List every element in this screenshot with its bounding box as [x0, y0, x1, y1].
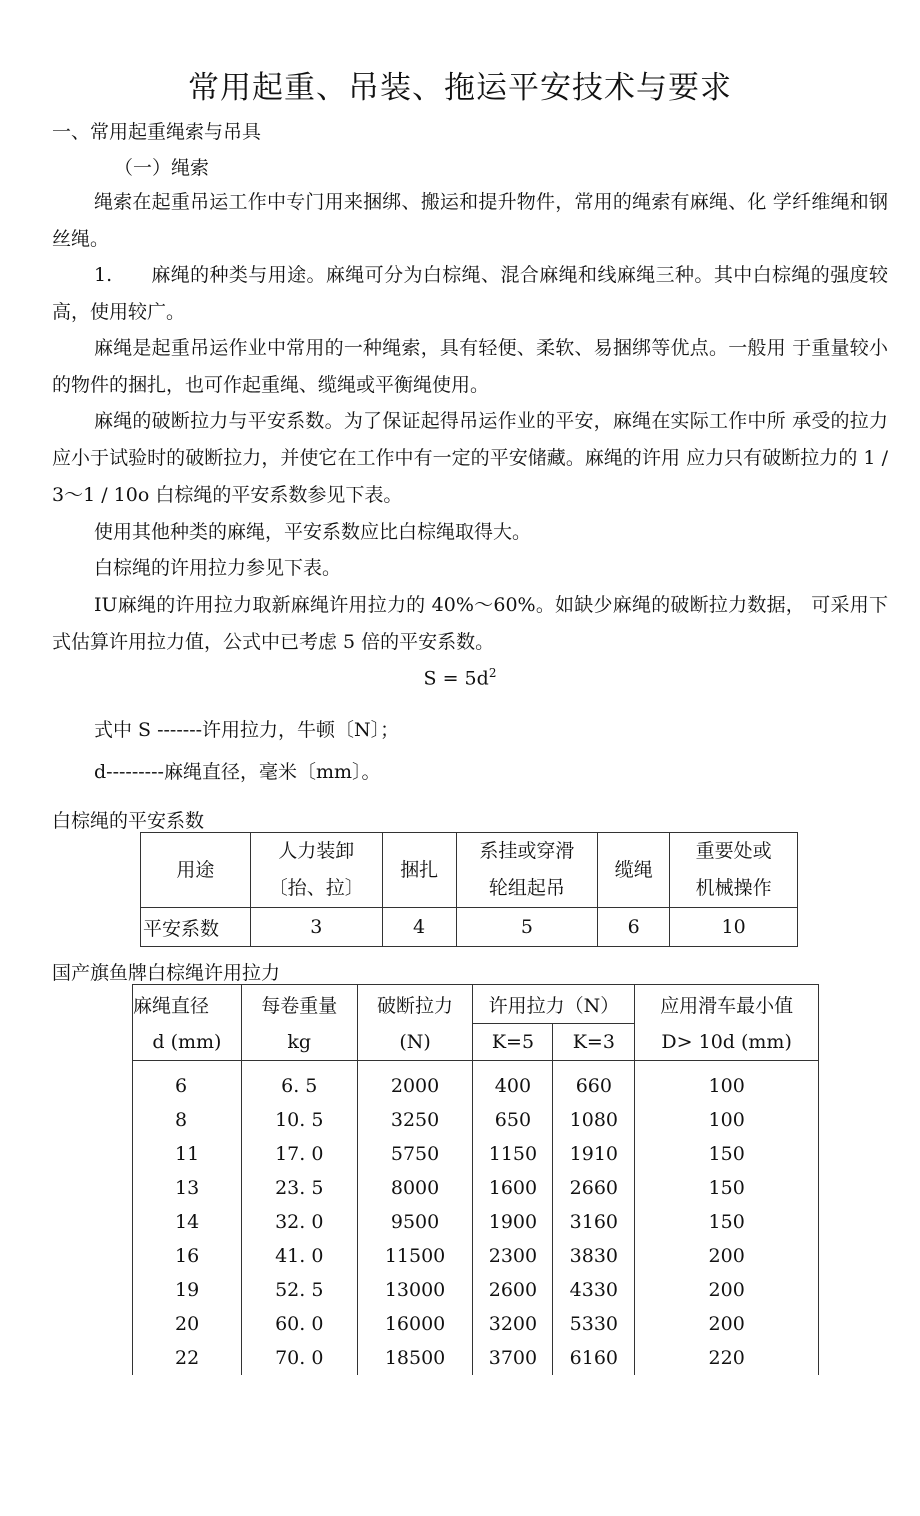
cell-allowed-k3: 4330	[553, 1273, 635, 1307]
cell-allowed-k3: 660	[553, 1061, 635, 1104]
cell-weight: 60. 0	[241, 1307, 357, 1341]
table-row	[133, 1273, 819, 1307]
table1-caption: 白棕绳的平安系数	[52, 810, 205, 832]
cell-allowed-k5: 1150	[473, 1137, 553, 1171]
subsection-heading: （一）绳索	[114, 157, 210, 179]
cell-pulley-min: 150	[635, 1205, 819, 1239]
cell-value: 3	[250, 908, 382, 947]
header-diameter: 麻绳直径	[133, 985, 242, 1024]
allowed-tension-table-body	[133, 1061, 819, 1376]
cell-value: 10	[670, 908, 798, 947]
header-usage: 用途	[141, 833, 251, 908]
cell-allowed-k3: 1910	[553, 1137, 635, 1171]
cell-pulley-min: 200	[635, 1307, 819, 1341]
paragraph-safety-factor: 麻绳的破断拉力与平安系数。为了保证起得吊运作业的平安，麻绳在实际工作中所 承受的拉力应小于试验时的破断拉力，并使它在工作中有一定的平安储藏。麻绳的许用 应力只有破断拉力的 1 / 3〜1 / 10o 白棕绳的平安系数参见下表。	[52, 410, 888, 506]
cell-breaking-force: 3250	[357, 1103, 473, 1137]
cell-allowed-k5: 3200	[473, 1307, 553, 1341]
cell-allowed-k5: 650	[473, 1103, 553, 1137]
cell-allowed-k3: 5330	[553, 1307, 635, 1341]
cell-weight: 32. 0	[241, 1205, 357, 1239]
paragraph-intro: 绳索在起重吊运工作中专门用来捆绑、搬运和提升物件，常用的绳索有麻绳、化 学纤维绳和钢丝绳。	[52, 191, 888, 250]
cell-allowed-k3: 3160	[553, 1205, 635, 1239]
cell-pulley-min: 200	[635, 1273, 819, 1307]
cell-diameter: 20	[133, 1307, 242, 1341]
table-row	[133, 1103, 819, 1137]
cell-diameter: 16	[133, 1239, 242, 1273]
paragraph-hemp-types: 1. 麻绳的种类与用途。麻绳可分为白棕绳、混合麻绳和线麻绳三种。其中白棕绳的强度较高，使用较广。	[52, 264, 888, 323]
cell-weight: 41. 0	[241, 1239, 357, 1273]
cell-pulley-min: 100	[635, 1061, 819, 1104]
table-row	[133, 1171, 819, 1205]
table2-caption: 国产旗鱼牌白棕绳许用拉力	[52, 962, 281, 984]
cell-pulley-min: 150	[635, 1171, 819, 1205]
cell-value: 4	[382, 908, 456, 947]
cell-weight: 10. 5	[241, 1103, 357, 1137]
cell-diameter: 6	[133, 1061, 242, 1104]
header-binding: 捆扎	[382, 833, 456, 908]
cell-diameter: 14	[133, 1205, 242, 1239]
cell-breaking-force: 8000	[357, 1171, 473, 1205]
section-heading: 一、常用起重绳索与吊具	[52, 121, 262, 143]
cell-pulley-min: 220	[635, 1341, 819, 1375]
cell-allowed-k3: 3830	[553, 1239, 635, 1273]
safety-factor-table	[140, 832, 798, 947]
paragraph-hemp-usage: 麻绳是起重吊运作业中常用的一种绳索，具有轻便、柔软、易捆绑等优点。一般用 于重量较小的物件的捆扎，也可作起重绳、缆绳或平衡绳使用。	[52, 337, 888, 396]
paragraph-other-ropes: 使用其他种类的麻绳，平安系数应比白棕绳取得大。	[94, 521, 532, 543]
cell-allowed-k5: 2600	[473, 1273, 553, 1307]
header-pulley-min: 应用滑车最小值	[635, 985, 819, 1024]
table-row	[133, 1137, 819, 1171]
header-breaking-force-unit: (N)	[357, 1024, 473, 1061]
cell-breaking-force: 18500	[357, 1341, 473, 1375]
cell-breaking-force: 2000	[357, 1061, 473, 1104]
header-critical-mechanical: 重要处或 机械操作	[670, 833, 798, 908]
cell-diameter: 8	[133, 1103, 242, 1137]
legend-d: d---------麻绳直径，毫米〔mm〕。	[94, 761, 381, 783]
cell-allowed-k5: 2300	[473, 1239, 553, 1273]
cell-pulley-min: 150	[635, 1137, 819, 1171]
cell-value: 5	[456, 908, 598, 947]
cell-breaking-force: 9500	[357, 1205, 473, 1239]
cell-breaking-force: 13000	[357, 1273, 473, 1307]
cell-diameter: 13	[133, 1171, 242, 1205]
header-hoisting: 系挂或穿滑 轮组起吊	[456, 833, 598, 908]
cell-diameter: 11	[133, 1137, 242, 1171]
cell-weight: 6. 5	[241, 1061, 357, 1104]
cell-allowed-k3: 2660	[553, 1171, 635, 1205]
legend-s: 式中 S -------许用拉力，牛顿〔N〕；	[94, 719, 400, 741]
cell-weight: 52. 5	[241, 1273, 357, 1307]
table-row	[133, 1341, 819, 1375]
header-diameter-unit: d (mm)	[133, 1024, 242, 1061]
header-weight-unit: kg	[241, 1024, 357, 1061]
table-row	[133, 1307, 819, 1341]
formula-base: S = 5d	[423, 667, 489, 690]
cell-weight: 17. 0	[241, 1137, 357, 1171]
cell-weight: 70. 0	[241, 1341, 357, 1375]
header-pulley-min-formula: D> 10d (mm)	[635, 1024, 819, 1061]
formula-exponent: 2	[488, 666, 497, 680]
document-title: 常用起重、吊装、拖运平安技术与要求	[188, 70, 732, 106]
cell-allowed-k5: 400	[473, 1061, 553, 1104]
cell-pulley-min: 100	[635, 1103, 819, 1137]
paragraph-allowed-tension: 白棕绳的许用拉力参见下表。	[94, 557, 342, 579]
cell-breaking-force: 5750	[357, 1137, 473, 1171]
header-manual-handling: 人力装卸 〔抬、拉〕	[250, 833, 382, 908]
cell-allowed-k5: 3700	[473, 1341, 553, 1375]
cell-allowed-k3: 6160	[553, 1341, 635, 1375]
cell-breaking-force: 16000	[357, 1307, 473, 1341]
cell-allowed-k5: 1900	[473, 1205, 553, 1239]
cell-value: 6	[598, 908, 670, 947]
header-weight: 每卷重量	[241, 985, 357, 1024]
cell-allowed-k5: 1600	[473, 1171, 553, 1205]
header-allowed-tension: 许用拉力（N）	[473, 985, 635, 1024]
paragraph-estimate: IU麻绳的许用拉力取新麻绳许用拉力的 40%〜60%。如缺少麻绳的破断拉力数据， 可采用下式估算许用拉力值，公式中已考虑 5 倍的平安系数。	[52, 594, 888, 653]
table-row	[133, 1061, 819, 1104]
header-k5: K=5	[473, 1024, 553, 1061]
row-label-safety-factor: 平安系数	[141, 908, 251, 947]
header-guy-rope: 缆绳	[598, 833, 670, 908]
header-breaking-force: 破断拉力	[357, 985, 473, 1024]
header-k3: K=3	[553, 1024, 635, 1061]
cell-allowed-k3: 1080	[553, 1103, 635, 1137]
formula	[0, 666, 920, 689]
cell-pulley-min: 200	[635, 1239, 819, 1273]
allowed-tension-table	[132, 984, 819, 1375]
cell-breaking-force: 11500	[357, 1239, 473, 1273]
cell-weight: 23. 5	[241, 1171, 357, 1205]
cell-diameter: 19	[133, 1273, 242, 1307]
cell-diameter: 22	[133, 1341, 242, 1375]
table-row	[133, 1205, 819, 1239]
table-row	[133, 1239, 819, 1273]
